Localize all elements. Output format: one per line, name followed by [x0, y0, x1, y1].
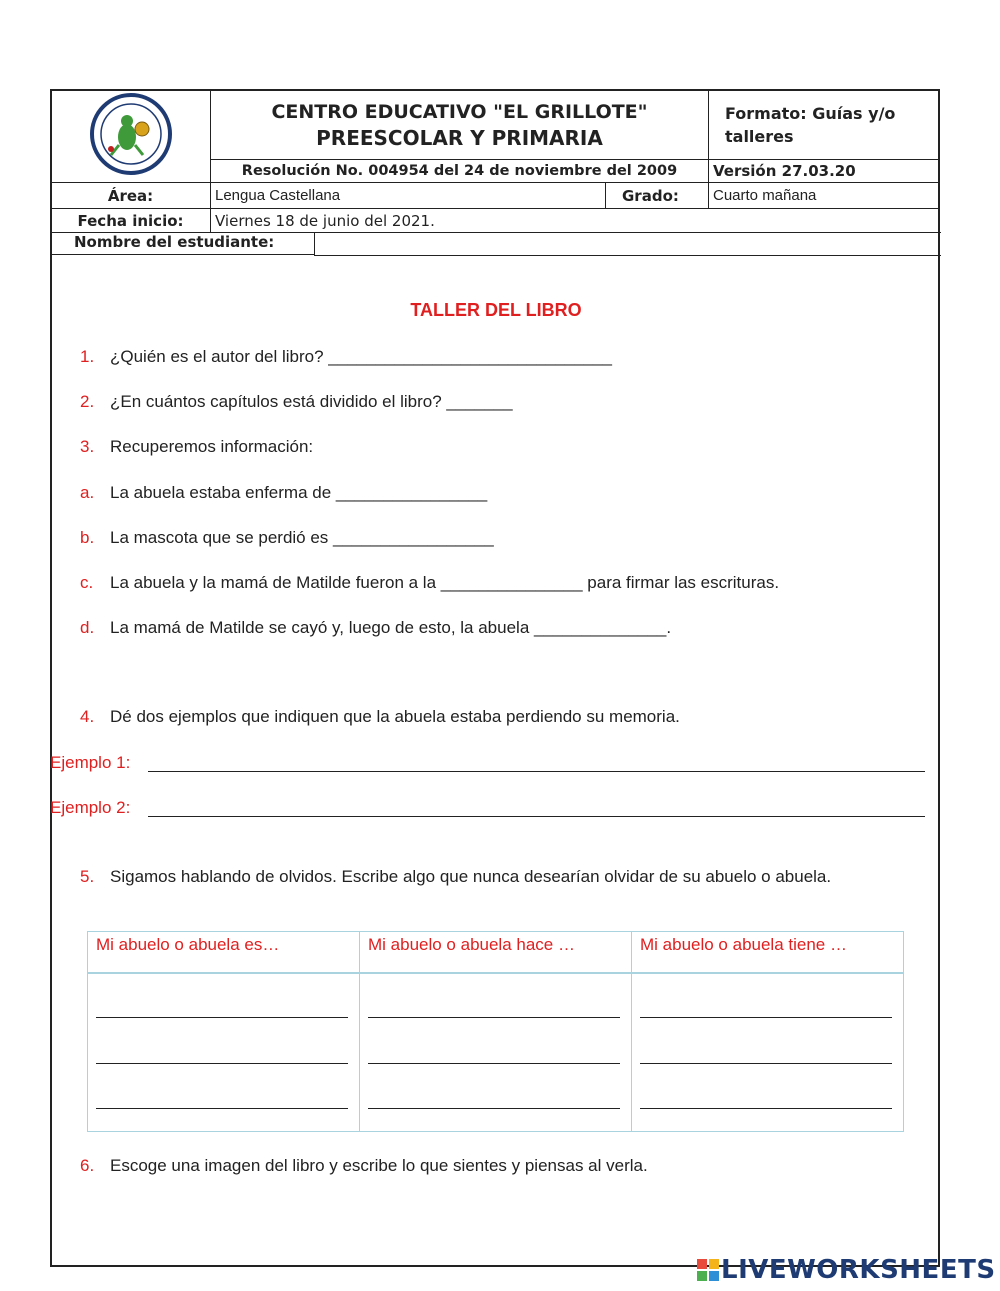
header-table	[50, 89, 940, 233]
answer-line[interactable]	[640, 1017, 892, 1018]
answer-line[interactable]	[640, 1063, 892, 1064]
answer-line[interactable]	[368, 1063, 620, 1064]
area-value: Lengua Castellana	[211, 183, 606, 208]
cricket-logo-icon	[83, 93, 179, 175]
school-level: PREESCOLAR Y PRIMARIA	[316, 125, 603, 150]
question-1[interactable]: 1. ¿Quién es el autor del libro? ______________________________	[80, 347, 612, 366]
question-6: 6. Escoge una imagen del libro y escribe lo que sientes y piensas al verla.	[80, 1156, 648, 1175]
start-date-value: Viernes 18 de junio del 2021.	[211, 209, 940, 233]
column-header-does: Mi abuelo o abuela hace …	[368, 935, 575, 954]
answer-line[interactable]	[640, 1108, 892, 1109]
question-3b[interactable]: b. La mascota que se perdió es _________________	[80, 528, 494, 547]
question-4: 4. Dé dos ejemplos que indiquen que la abuela estaba perdiendo su memoria.	[80, 707, 680, 726]
student-name-field[interactable]	[314, 232, 941, 256]
column-header-is: Mi abuelo o abuela es…	[96, 935, 280, 954]
start-date-label: Fecha inicio:	[51, 209, 211, 233]
area-label: Área:	[51, 183, 211, 209]
grade-value: Cuarto mañana	[709, 183, 940, 209]
answer-line[interactable]	[368, 1108, 620, 1109]
example-1-line[interactable]	[148, 771, 925, 772]
question-3a[interactable]: a. La abuela estaba enferma de ________________	[80, 483, 488, 502]
grandparent-table	[87, 931, 904, 1132]
answer-line[interactable]	[96, 1063, 348, 1064]
question-3: 3. Recuperemos información:	[80, 437, 314, 456]
question-2[interactable]: 2. ¿En cuántos capítulos está dividido el libro? _______	[80, 392, 513, 411]
question-3c[interactable]: c. La abuela y la mamá de Matilde fueron a la _______________ para firmar las escrituras.	[80, 573, 780, 592]
example-2-label: Ejemplo 2:	[50, 798, 131, 817]
example-1-label: Ejemplo 1:	[50, 753, 131, 772]
student-name-label: Nombre del estudiante:	[74, 233, 275, 251]
version: Versión 27.03.20	[709, 160, 940, 183]
watermark-text: LIVEWORKSHEETS	[721, 1255, 996, 1285]
question-5: 5. Sigamos hablando de olvidos. Escribe algo que nunca desearían olvidar de su abuelo o abuela.	[80, 867, 832, 886]
answer-line[interactable]	[368, 1017, 620, 1018]
answer-line[interactable]	[96, 1108, 348, 1109]
school-name: CENTRO EDUCATIVO "EL GRILLOTE"	[271, 100, 648, 123]
example-2-line[interactable]	[148, 816, 925, 817]
column-header-has: Mi abuelo o abuela tiene …	[640, 935, 847, 954]
grade-label: Grado:	[622, 186, 679, 205]
resolution: Resolución No. 004954 del 24 de noviembre del 2009	[211, 160, 709, 183]
worksheet-title: TALLER DEL LIBRO	[410, 300, 582, 320]
school-logo	[51, 90, 211, 183]
liveworksheets-mark-icon	[697, 1258, 719, 1280]
liveworksheets-logo	[697, 1255, 996, 1285]
answer-line[interactable]	[96, 1017, 348, 1018]
format-label: Formato: Guías y/o talleres	[709, 90, 940, 160]
question-3d[interactable]: d. La mamá de Matilde se cayó y, luego de esto, la abuela ______________.	[80, 618, 672, 637]
